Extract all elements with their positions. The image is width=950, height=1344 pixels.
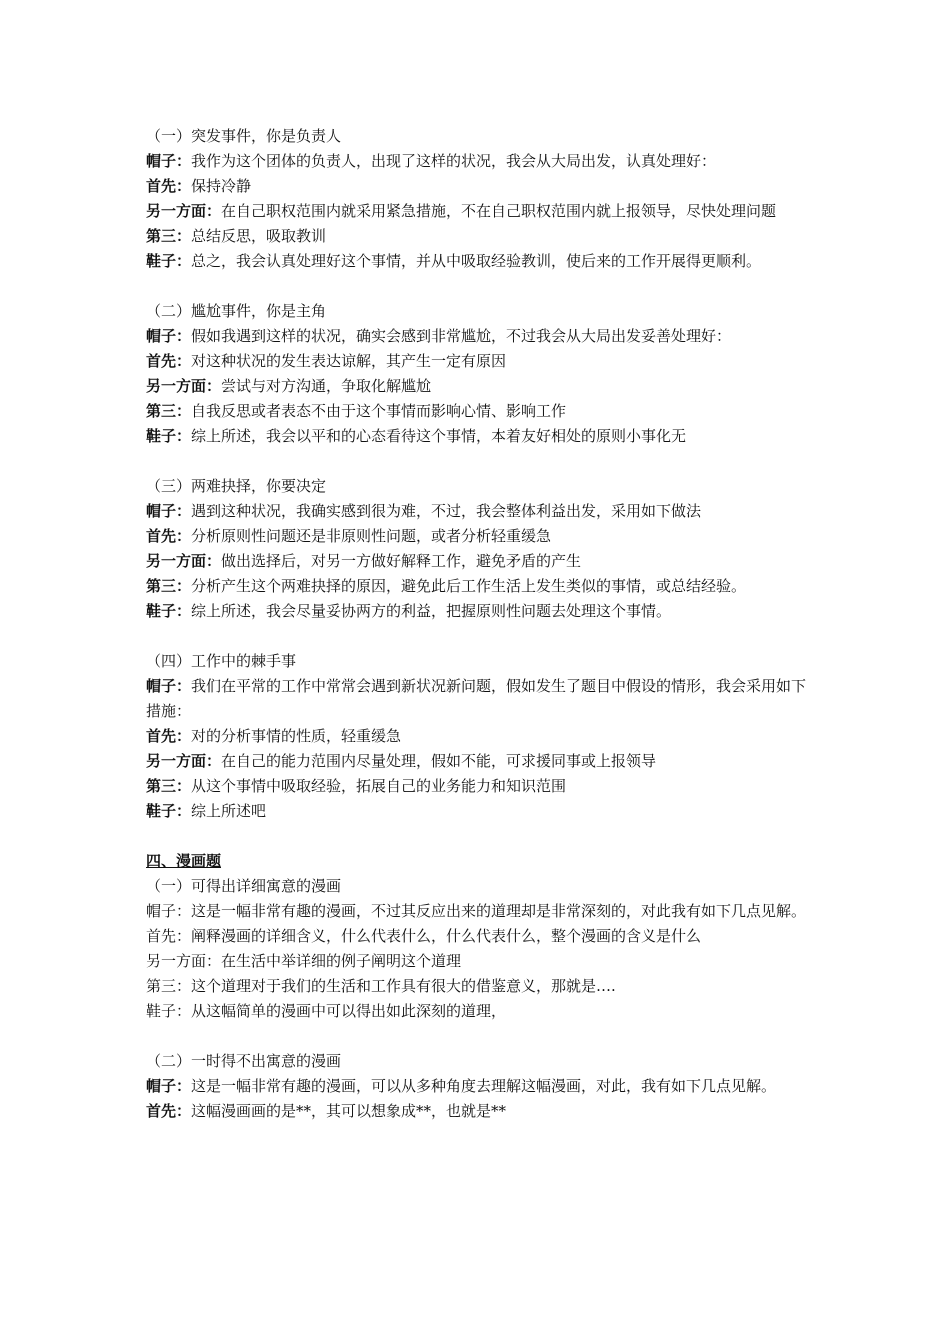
comic-row-shoes: 鞋子：从这幅简单的漫画中可以得出如此深刻的道理， xyxy=(146,1002,507,1020)
row-first xyxy=(146,724,812,749)
section-title: （一）可得出详细寓意的漫画 xyxy=(146,877,342,895)
row-label: 首先： xyxy=(146,352,192,370)
row-text: 这幅漫画画的是**，其可以想象成**，也就是** xyxy=(191,1102,507,1120)
row-text: 做出选择后，对另一方做好解释工作，避免矛盾的产生 xyxy=(221,552,582,570)
spacer xyxy=(146,824,812,849)
row-text: 自我反思或者表态不由于这个事情而影响心情、影响工作 xyxy=(191,402,567,420)
section-title: （三）两难抉择，你要决定 xyxy=(146,477,327,495)
row-text: 对的分析事情的性质，轻重缓急 xyxy=(191,727,402,745)
row-shoes xyxy=(146,599,812,624)
row-text: 综上所述吧 xyxy=(191,802,267,820)
row-first xyxy=(146,349,812,374)
row-other xyxy=(146,749,812,774)
row-text: 分析原则性问题还是非原则性问题，或者分析轻重缓急 xyxy=(191,527,552,545)
row-text: 我们在平常的工作中常常会遇到新状况新问题，假如发生了题目中假设的情形，我会采用如下措施： xyxy=(146,677,807,720)
comic-section-1 xyxy=(146,874,812,1024)
section-3 xyxy=(146,474,812,624)
spacer xyxy=(146,1024,812,1049)
section-title: （二）尴尬事件，你是主角 xyxy=(146,302,327,320)
section-2 xyxy=(146,299,812,449)
row-first xyxy=(146,1099,812,1124)
row-label: 第三： xyxy=(146,402,192,420)
row-label: 鞋子： xyxy=(146,427,192,445)
row-label: 第三： xyxy=(146,777,192,795)
spacer xyxy=(146,624,812,649)
comic-section-2 xyxy=(146,1049,812,1124)
row-label: 另一方面： xyxy=(146,552,222,570)
row-hat xyxy=(146,324,812,349)
row-label: 第三： xyxy=(146,577,192,595)
row-hat xyxy=(146,149,812,174)
row-third xyxy=(146,774,812,799)
row-text: 我作为这个团体的负责人，出现了这样的状况，我会从大局出发，认真处理好： xyxy=(191,152,717,170)
section-title: （二）一时得不出寓意的漫画 xyxy=(146,1052,342,1070)
row-shoes xyxy=(146,424,812,449)
row-label: 首先： xyxy=(146,177,192,195)
section-1 xyxy=(146,124,812,274)
spacer xyxy=(146,274,812,299)
row-other xyxy=(146,549,812,574)
row-label: 帽子： xyxy=(146,327,192,345)
comic-row-other: 另一方面：在生活中举详细的例子阐明这个道理 xyxy=(146,952,462,970)
section-4 xyxy=(146,649,812,824)
row-other xyxy=(146,374,812,399)
row-label: 帽子： xyxy=(146,677,192,695)
row-hat xyxy=(146,1074,812,1099)
row-label: 另一方面： xyxy=(146,377,222,395)
row-third xyxy=(146,574,812,599)
document-page xyxy=(146,124,812,1124)
row-label: 首先： xyxy=(146,527,192,545)
row-label: 第三： xyxy=(146,227,192,245)
row-text: 从这个事情中吸取经验，拓展自己的业务能力和知识范围 xyxy=(191,777,567,795)
comic-row-hat: 帽子：这是一幅非常有趣的漫画，不过其反应出来的道理却是非常深刻的，对此我有如下几点见解。 xyxy=(146,902,807,920)
row-label: 首先： xyxy=(146,727,192,745)
row-label: 帽子： xyxy=(146,502,192,520)
row-label: 首先： xyxy=(146,1102,192,1120)
row-other xyxy=(146,199,812,224)
row-first xyxy=(146,524,812,549)
row-label: 鞋子： xyxy=(146,602,192,620)
row-label: 帽子： xyxy=(146,1077,192,1095)
comic-row-first: 首先：阐释漫画的详细含义，什么代表什么，什么代表什么，整个漫画的含义是什么 xyxy=(146,927,702,945)
heading-comic-questions: 四、漫画题 xyxy=(146,852,222,870)
row-label: 帽子： xyxy=(146,152,192,170)
row-third xyxy=(146,399,812,424)
row-text: 尝试与对方沟通，争取化解尴尬 xyxy=(221,377,432,395)
row-text: 综上所述，我会尽量妥协两方的利益，把握原则性问题去处理这个事情。 xyxy=(191,602,672,620)
comic-row-third: 第三：这个道理对于我们的生活和工作具有很大的借鉴意义，那就是…. xyxy=(146,977,616,995)
row-shoes xyxy=(146,249,812,274)
row-label: 鞋子： xyxy=(146,802,192,820)
row-hat xyxy=(146,674,812,724)
row-label: 另一方面： xyxy=(146,202,222,220)
row-third xyxy=(146,224,812,249)
row-text: 假如我遇到这样的状况，确实会感到非常尴尬，不过我会从大局出发妥善处理好： xyxy=(191,327,732,345)
row-text: 对这种状况的发生表达谅解，其产生一定有原因 xyxy=(191,352,507,370)
row-label: 鞋子： xyxy=(146,252,192,270)
row-first xyxy=(146,174,812,199)
row-text: 这是一幅非常有趣的漫画，可以从多种角度去理解这幅漫画，对此，我有如下几点见解。 xyxy=(191,1077,777,1095)
row-text: 分析产生这个两难抉择的原因，避免此后工作生活上发生类似的事情，或总结经验。 xyxy=(191,577,747,595)
row-hat xyxy=(146,499,812,524)
row-text: 在自己职权范围内就采用紧急措施，不在自己职权范围内就上报领导，尽快处理问题 xyxy=(221,202,777,220)
row-text: 总结反思，吸取教训 xyxy=(191,227,327,245)
row-shoes xyxy=(146,799,812,824)
spacer xyxy=(146,449,812,474)
row-text: 总之，我会认真处理好这个事情，并从中吸取经验教训，使后来的工作开展得更顺利。 xyxy=(191,252,762,270)
section-title: （四）工作中的棘手事 xyxy=(146,652,297,670)
row-text: 遇到这种状况，我确实感到很为难，不过，我会整体利益出发，采用如下做法 xyxy=(191,502,702,520)
row-text: 综上所述，我会以平和的心态看待这个事情，本着友好相处的原则小事化无 xyxy=(191,427,687,445)
section-title: （一）突发事件，你是负责人 xyxy=(146,127,342,145)
row-label: 另一方面： xyxy=(146,752,222,770)
row-text: 在自己的能力范围内尽量处理，假如不能，可求援同事或上报领导 xyxy=(221,752,657,770)
row-text: 保持冷静 xyxy=(191,177,252,195)
